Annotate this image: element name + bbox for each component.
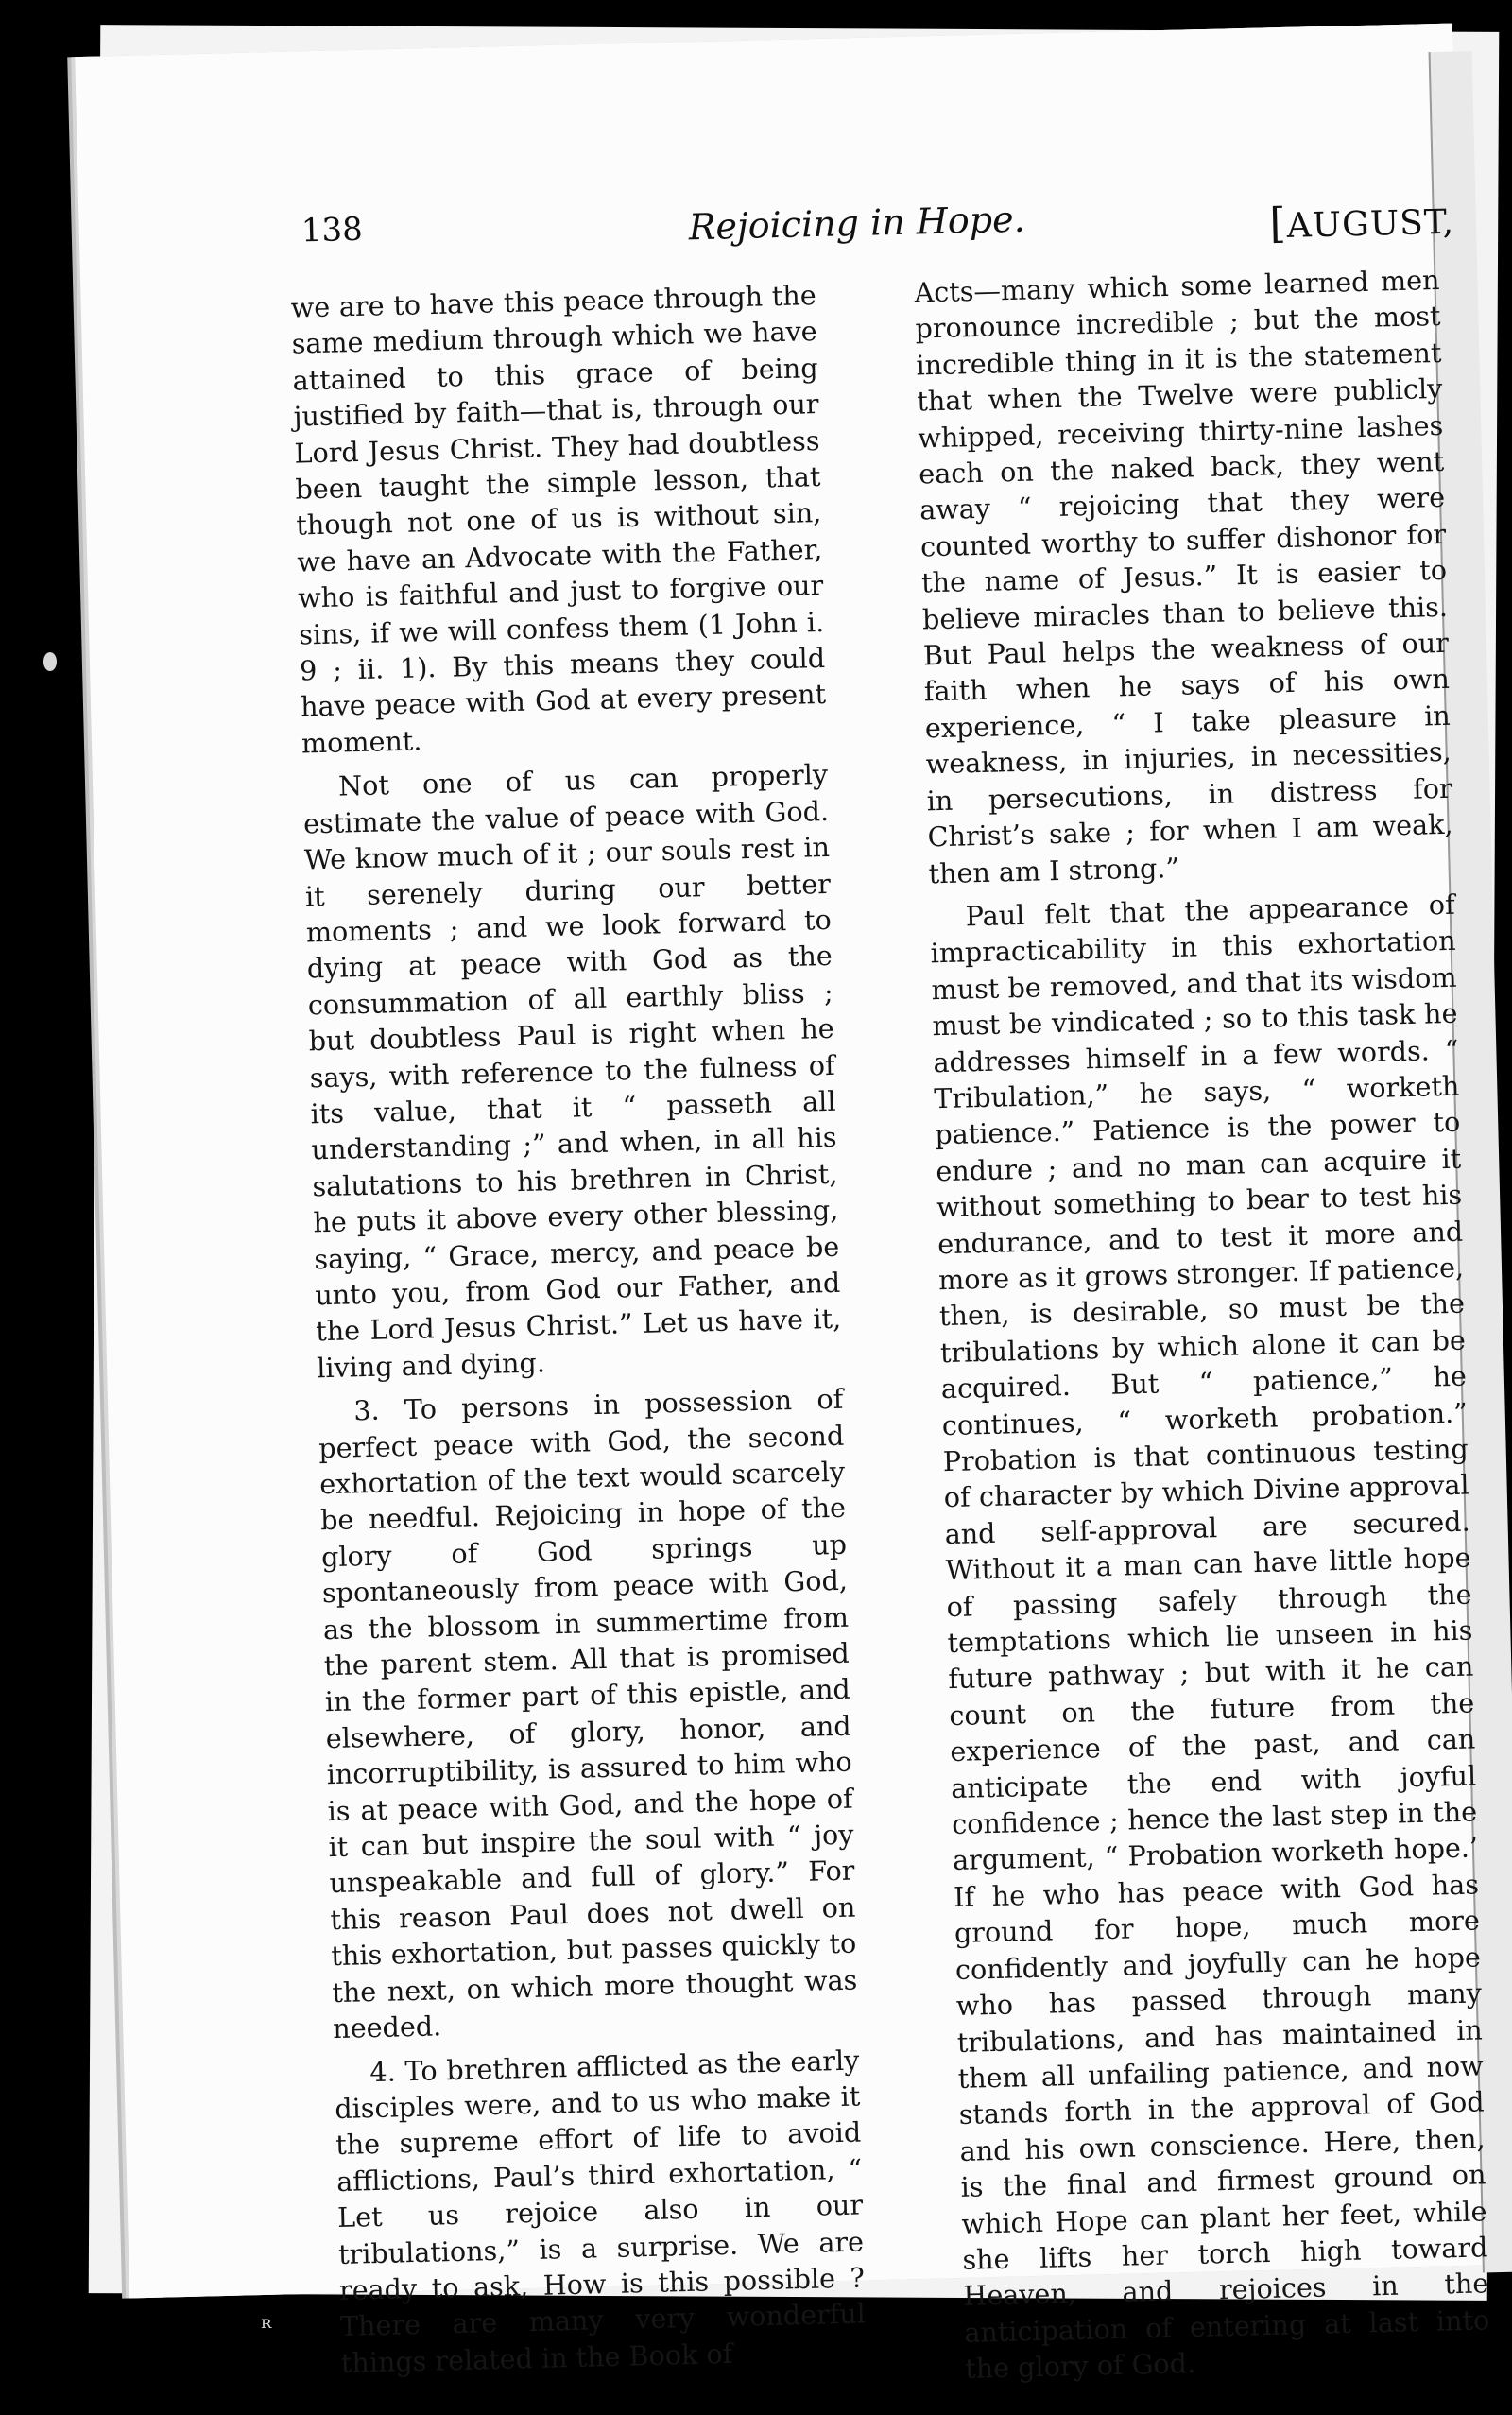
running-title: Rejoicing in Hope. <box>688 198 1026 249</box>
paragraph: we are to have this peace through the same medium through which we have attained to this grace of being justified by faith—that is, through our Lord Jesus Christ. They had doubtless been taught the simple lesson, that though not one of us is without sin, we have an Advocate with the Father, who is faithful and just to forgive our sins, if we will confess them (1 John i. 9 ; ii. 1). By this means they could have peace with God at every present moment. <box>290 279 827 760</box>
running-head <box>301 175 1454 269</box>
month-heading <box>1269 196 1455 249</box>
paragraph: Not one of us can properly estimate the value of peace with God. We know much of it ; our souls rest in it serenely during our better moments ; and we look forward to dying at peace with God as the consummation of all earthly bliss ; but doubtless Paul is right when he says, with reference to the fulness of its value, that it “ passeth all understanding ;” and when, in all his salutations to his brethren in Christ, he puts it above every other blessing, saying, “ Grace, mercy, and peace be unto you, from God our Father, and the Lord Jesus Christ.” Let us have it, living and dying. <box>302 758 842 1385</box>
paragraph: Acts—many which some learned men pronounce incredible ; but the most incredible thing in it is the statement that when the Twelve were publicly whipped, receiving thirty-nine lashes each on the naked back, they went away “ rejoicing that they were counted worthy to suffer dishonor for the name of Jesus.” It is easier to believe miracles than to believe this. But Paul helps the weakness of our faith when he says of his own experience, “ I take pleasure in weakness, in injuries, in necessities, in persecutions, in distress for Christ’s sake ; for when I am weak, then am I strong.” <box>914 263 1453 889</box>
month-label: AUGUST, <box>1286 202 1455 246</box>
right-column <box>914 262 1491 2394</box>
paragraph: 4. To brethren afflicted as the early disciples were, and to us who make it the supreme effort of life to avoid afflictions, Paul’s third exhortation, “ Let us rejoice also in our tribulations,” is a surprise. We are ready to ask, How is this possible ? There are many very wonderful things related in the Book of <box>334 2044 867 2379</box>
book-page <box>75 24 1507 2386</box>
paragraph: Paul felt that the appearance of impracticability in this exhortation must be removed, and that its wisdom must be vindicated ; so to this task he addresses himself in a few words. “ Tribulation,” he says, “ worketh patience.” Patience is the power to endure ; and no man can acquire it without something to bear to test his endurance, and to test it more and more as it grows stronger. If patience, then, is desirable, so must be the tribulations by which alone it can be acquired. But “ patience,” he continues, “ worketh probation.” Probation is that continuous testing of character by which Divine approval and self-approval are secured. Without it a man can have little hope of passing safely through the temptations which lie unseen in his future pathway ; but with it he can count on the future from the experience of the past, and can anticipate the end with joyful confidence ; hence the last step in the argument, “ Probation worketh hope.’ If he who has peace with God has ground for hope, much more confidently and joyfully can he hope who has passed through many tribulations, and has maintained in them all unfailing patience, and now stands forth in the approval of God and his own conscience. Here, then, is the final and firmest ground on which Hope can plant her feet, while she lifts her torch high toward Heaven, and rejoices in the anticipation of entering at last into the glory of God. <box>930 888 1490 2386</box>
month-bracket: [ <box>1268 198 1288 249</box>
left-column <box>290 277 867 2389</box>
paragraph: 3. To persons in possession of perfect peace with God, the second exhortation of the text would scarcely be needful. Rejoicing in hope of the glory of God springs up spontaneously from peace with God, as the blossom in summertime from the parent stem. All that is promised in the former part of this epistle, and elsewhere, of glory, honor, and incorruptibility, is assured to him who is at peace with God, and the hope of it can but inspire the soul with “ joy unspeakable and full of glory.” For this reason Paul does not dwell on this exhortation, but passes quickly to the next, on which more thought was needed. <box>318 1382 858 2045</box>
page-number: 138 <box>301 210 364 250</box>
scan-speck <box>43 652 57 671</box>
scan-mark: ᴿ <box>261 2315 272 2341</box>
